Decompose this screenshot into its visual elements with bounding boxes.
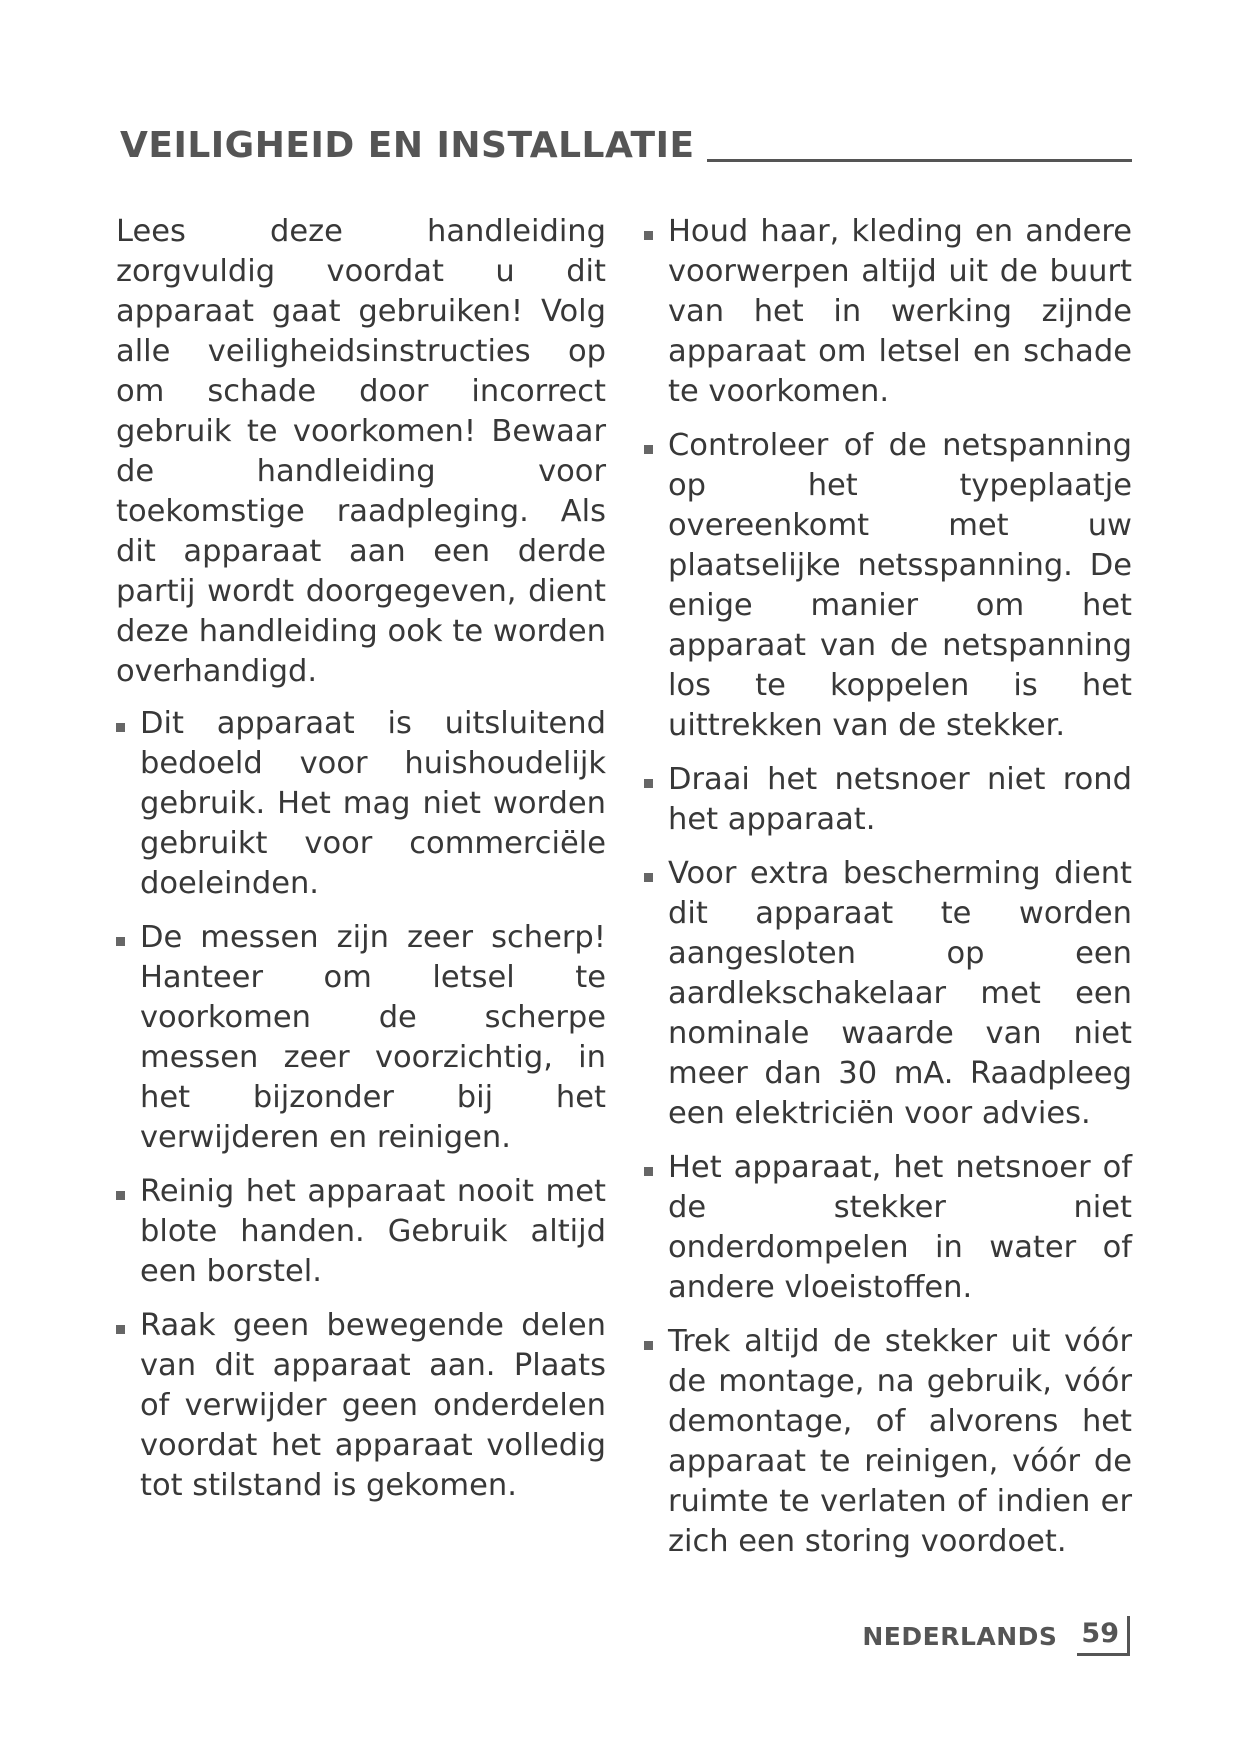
- page-title: VEILIGHEID EN INSTALLATIE: [120, 125, 695, 166]
- bullet-item: [116, 918, 606, 1158]
- page-number: 59: [1077, 1616, 1130, 1656]
- bullet-text: Reinig het apparaat nooit met blote handen. Gebruik altijd een borstel.: [140, 1174, 606, 1289]
- bullet-item: [644, 1322, 1132, 1562]
- bullet-text: Trek altijd de stekker uit vóór de montage, na gebruik, vóór demontage, of alvorens het apparaat te reinigen, vóór de ruimte te verlaten of indien er zich een storing voordoet.: [668, 1324, 1132, 1559]
- bullet-item: [116, 704, 606, 904]
- page-footer: [860, 1614, 1130, 1658]
- bullet-text: De messen zijn zeer scherp! Hanteer om letsel te voorkomen de scherpe messen zeer voorzichtig, in het bijzonder bij het verwijderen en reinigen.: [140, 920, 606, 1155]
- bullet-item: [644, 212, 1132, 412]
- square-bullet-icon: [116, 937, 125, 946]
- bullet-item: [116, 1306, 606, 1506]
- square-bullet-icon: [116, 1325, 125, 1334]
- square-bullet-icon: [644, 231, 653, 240]
- bullet-item: [644, 760, 1132, 840]
- bullet-item: [644, 426, 1132, 746]
- bullet-text: Draai het netsnoer niet rond het apparaat.: [668, 762, 1132, 837]
- left-bullet-list: [116, 704, 606, 1506]
- intro-paragraph: Lees deze handleiding zorgvuldig voordat u dit apparaat gaat gebruiken! Volg alle veiligheidsinstructies op om schade door incorrect gebruik te voorkomen! Bewaar de handleiding voor toekomstige raadpleging. Als dit apparaat aan een derde partij wordt doorgegeven, dient deze handleiding ook te worden overhandigd.: [116, 214, 606, 689]
- bullet-text: Raak geen bewegende delen van dit apparaat aan. Plaats of verwijder geen onderdelen voordat het apparaat volledig tot stilstand is gekomen.: [140, 1308, 606, 1503]
- bullet-text: Houd haar, kleding en andere voorwerpen altijd uit de buurt van het in werking zijnde apparaat om letsel en schade te voorkomen.: [668, 214, 1132, 409]
- bullet-text: Het apparaat, het netsnoer of de stekker niet onderdompelen in water of andere vloeistoffen.: [668, 1150, 1132, 1305]
- bullet-item: [644, 1148, 1132, 1308]
- square-bullet-icon: [644, 779, 653, 788]
- title-rule: [707, 159, 1132, 162]
- right-bullet-list: [644, 212, 1132, 1562]
- square-bullet-icon: [644, 445, 653, 454]
- right-column: [644, 212, 1132, 1576]
- bullet-text: Voor extra bescherming dient dit apparaat te worden aangesloten op een aardlekschakelaar met een nominale waarde van niet meer dan 30 mA. Raadpleeg een elektriciën voor advies.: [668, 856, 1132, 1131]
- bullet-item: [116, 1172, 606, 1292]
- square-bullet-icon: [116, 723, 125, 732]
- left-column: [116, 212, 606, 1520]
- page-header: [120, 118, 1132, 166]
- square-bullet-icon: [644, 1341, 653, 1350]
- bullet-text: Dit apparaat is uitsluitend bedoeld voor huishoudelijk gebruik. Het mag niet worden gebruikt voor commerciële doeleinden.: [140, 706, 606, 901]
- square-bullet-icon: [644, 873, 653, 882]
- footer-language: NEDERLANDS: [862, 1621, 1058, 1651]
- bullet-item: [644, 854, 1132, 1134]
- bullet-text: Controleer of de netspanning op het typeplaatje overeenkomt met uw plaatselijke netsspanning. De enige manier om het apparaat van de netspanning los te koppelen is het uittrekken van de stekker.: [668, 428, 1132, 743]
- square-bullet-icon: [644, 1167, 653, 1176]
- square-bullet-icon: [116, 1191, 125, 1200]
